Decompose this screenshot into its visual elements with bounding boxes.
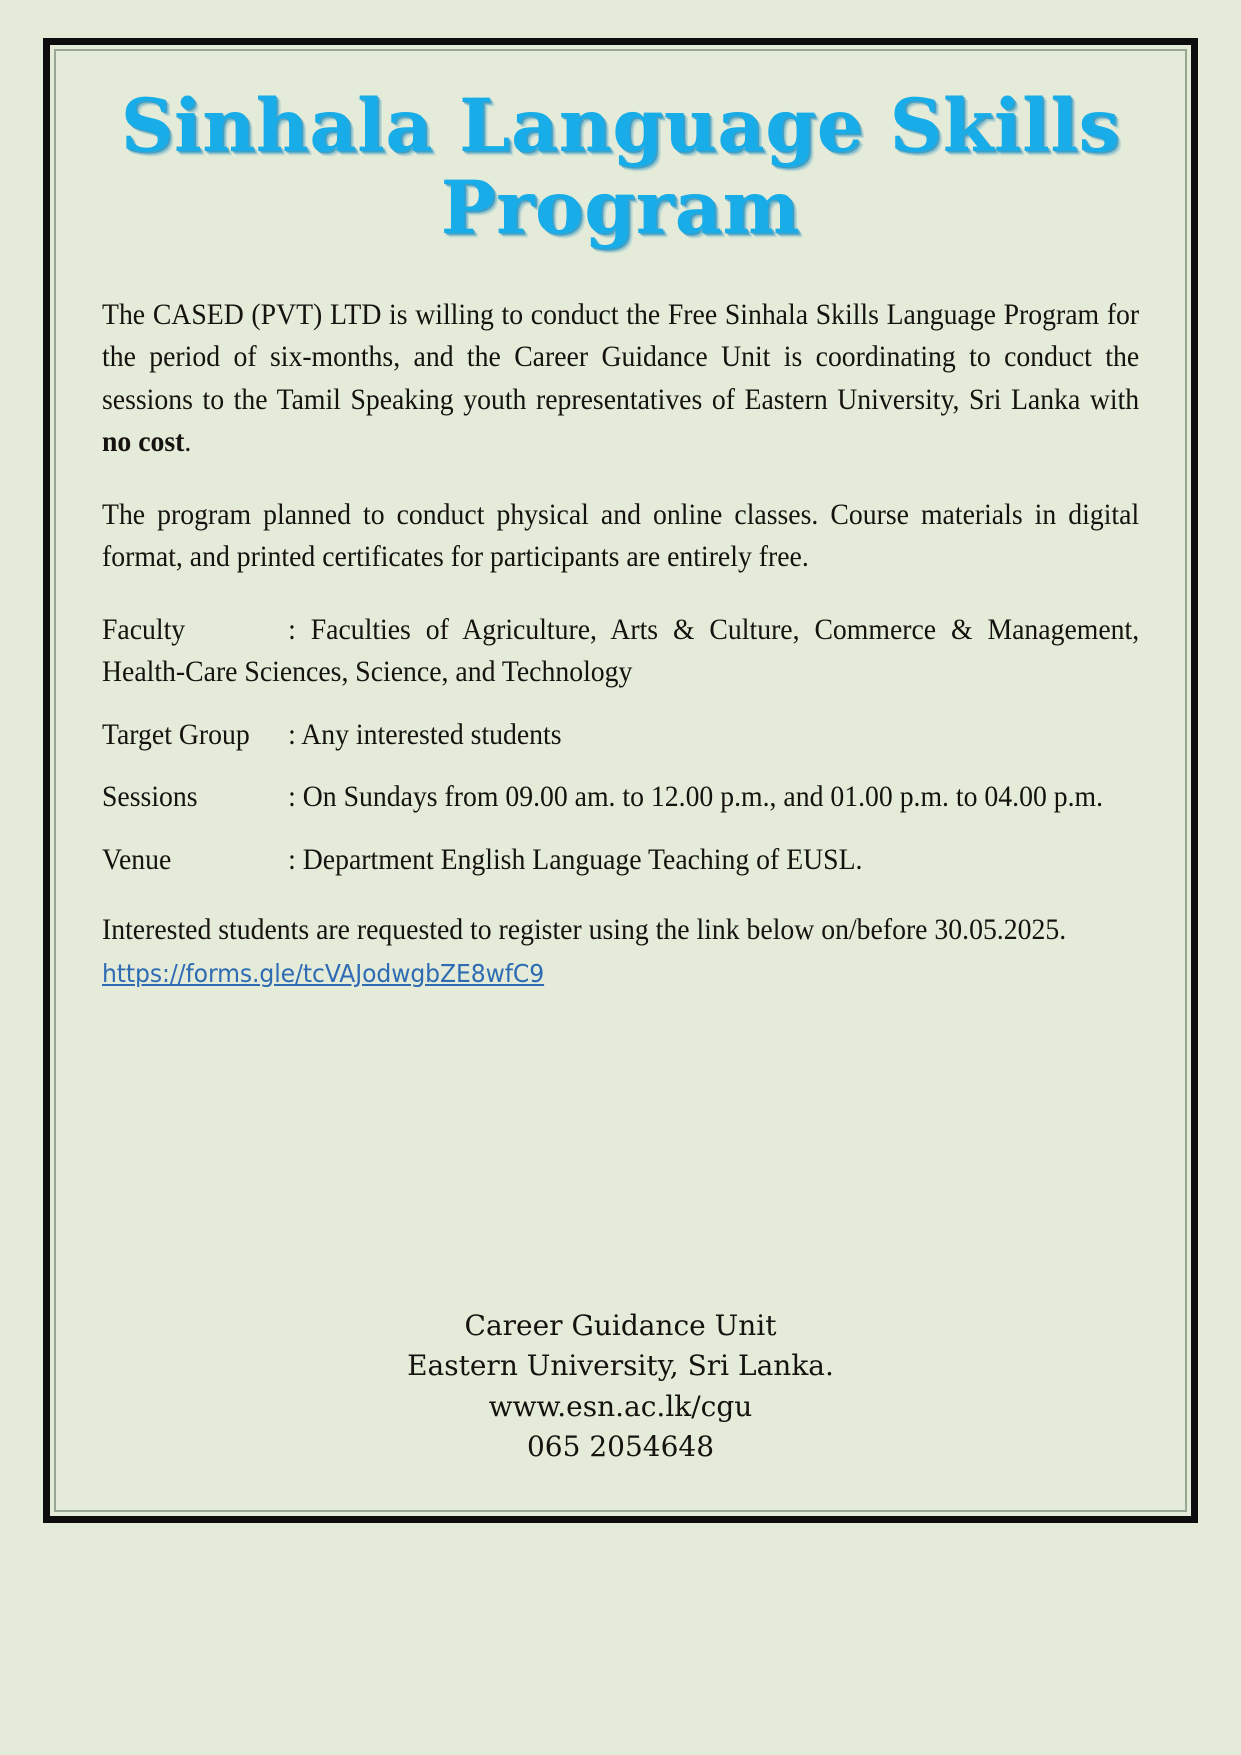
field-row-faculty — [102, 609, 1139, 694]
field-separator-faculty: : — [288, 613, 311, 646]
field-separator-target-group: : — [288, 718, 302, 751]
footer-organization: Career Guidance Unit — [464, 1308, 777, 1342]
intro-text-after-bold: . — [184, 426, 192, 459]
page-title — [102, 85, 1139, 250]
poster-frame — [43, 38, 1198, 1523]
title-line-2: Program — [440, 165, 801, 252]
field-label-faculty: Faculty — [102, 613, 186, 646]
footer-university: Eastern University, Sri Lanka. — [407, 1349, 834, 1383]
poster-footer — [56, 1306, 1185, 1468]
field-value-target-group: Any interested students — [301, 718, 562, 751]
intro-text-before-bold: The CASED (PVT) LTD is willing to conduct the Free Sinhala Skills Language Program for the period of six-months, and the Career Guidance Unit is coordinating to conduct the sessions to the Tamil Speaking youth representatives of Eastern University, Sri Lanka with — [102, 298, 1140, 416]
poster-inner-border — [54, 49, 1187, 1512]
field-separator-venue: : — [288, 843, 303, 876]
field-row-venue — [102, 839, 1139, 881]
title-line-1: Sinhala Language Skills — [120, 83, 1121, 169]
field-value-sessions: On Sundays from 09.00 am. to 12.00 p.m., and 01.00 p.m. to 04.00 p.m. — [302, 781, 1104, 814]
poster-text-body — [102, 294, 1139, 994]
intro-paragraph — [102, 294, 1139, 464]
registration-instruction: Interested students are requested to register using the link below on/before 30.05.2025. — [102, 914, 1067, 947]
field-separator-sessions: : — [288, 781, 303, 814]
second-paragraph: The program planned to conduct physical and online classes. Course materials in digital format, and printed certificates for participants are entirely free. — [102, 498, 1140, 574]
intro-bold-no-cost: no cost — [102, 426, 185, 459]
registration-block — [102, 909, 1139, 994]
field-label-sessions: Sessions — [102, 781, 198, 814]
field-label-venue: Venue — [102, 843, 172, 876]
registration-form-link[interactable]: https://forms.gle/tcVAJodwgbZE8wfC9 — [102, 958, 545, 988]
poster-content — [56, 51, 1185, 1510]
field-label-target-group: Target Group — [102, 718, 250, 751]
footer-website: www.esn.ac.lk/cgu — [488, 1389, 753, 1423]
field-value-faculty: Faculties of Agriculture, Arts & Culture, Commerce & Management, Health-Care Sciences, Science, and Technology — [102, 613, 1140, 689]
field-value-venue: Department English Language Teaching of EUSL. — [302, 843, 863, 876]
footer-phone: 065 2054648 — [526, 1430, 715, 1464]
field-row-sessions — [102, 776, 1139, 818]
field-row-target-group — [102, 714, 1139, 756]
